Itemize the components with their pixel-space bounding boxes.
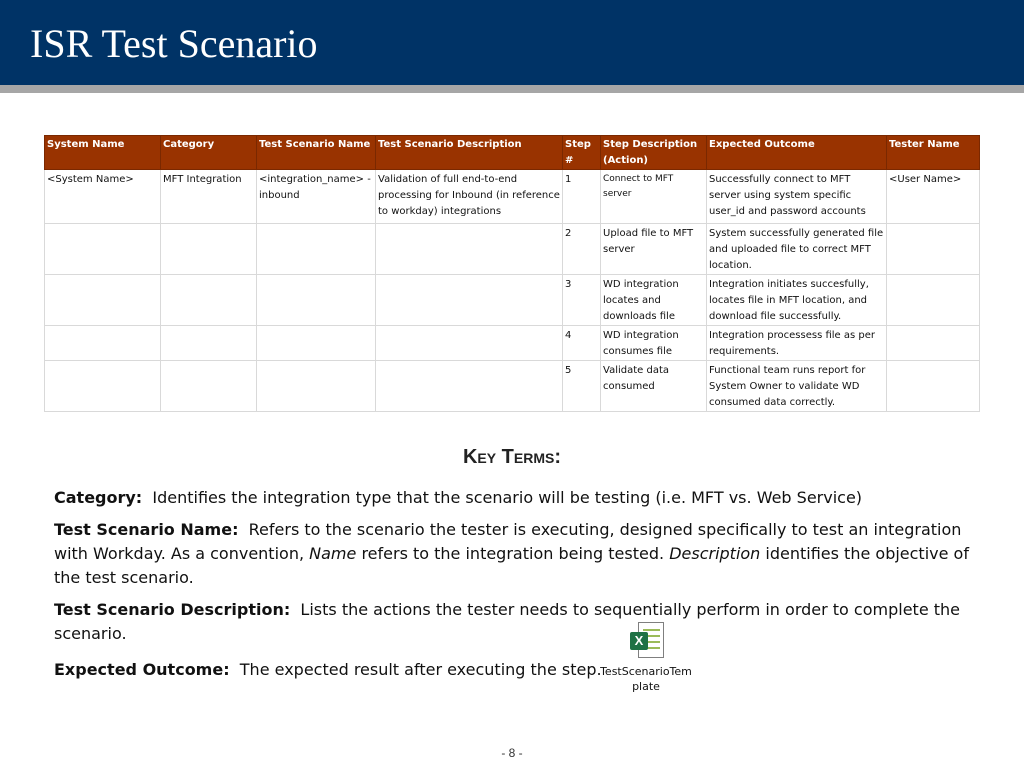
table-cell: <User Name>	[887, 170, 980, 224]
header-step-description: Step Description (Action)	[601, 136, 707, 170]
table-cell	[161, 361, 257, 412]
key-terms-heading: Key Terms:	[462, 446, 561, 468]
table-cell: WD integration consumes file	[601, 326, 707, 361]
term-definition: Refers to the scenario the tester is executing, designed specifically to test an integration with Workday. As a convention,	[54, 520, 962, 563]
table-cell: Successfully connect to MFT server using system specific user_id and password accounts	[707, 170, 887, 224]
table-cell	[45, 326, 161, 361]
table-cell	[161, 224, 257, 275]
term-emphasis: Name	[309, 544, 357, 563]
table-cell: <integration_name> - inbound	[257, 170, 376, 224]
table-cell: Connect to MFT server	[601, 170, 707, 224]
term-test-scenario-name	[54, 518, 974, 590]
table-row	[45, 361, 980, 412]
header-test-scenario-description: Test Scenario Description	[376, 136, 563, 170]
table-cell	[45, 275, 161, 326]
term-definition: Lists the actions the tester needs to sequentially perform in order to complete the scenario.	[54, 600, 961, 643]
table-row	[45, 326, 980, 361]
table-cell	[376, 361, 563, 412]
table-cell	[257, 224, 376, 275]
table-cell: 3	[563, 275, 601, 326]
table-cell	[45, 224, 161, 275]
table-row	[45, 224, 980, 275]
table-cell	[376, 275, 563, 326]
term-label: Category:	[54, 488, 143, 507]
table-cell: WD integration locates and downloads file	[601, 275, 707, 326]
term-label: Test Scenario Name:	[54, 520, 239, 539]
header-expected-outcome: Expected Outcome	[707, 136, 887, 170]
table-cell	[257, 326, 376, 361]
term-definition: refers to the integration being tested.	[361, 544, 665, 563]
table-cell: 4	[563, 326, 601, 361]
attachment-filename[interactable]: TestScenarioTemplate	[600, 665, 692, 693]
table-cell: Validate data consumed	[601, 361, 707, 412]
term-expected-outcome	[54, 658, 974, 682]
term-test-scenario-description	[54, 598, 974, 646]
term-label: Expected Outcome:	[54, 660, 230, 679]
table-row	[45, 170, 980, 224]
page-title: ISR Test Scenario	[30, 21, 318, 66]
table-cell	[887, 224, 980, 275]
table-cell: <System Name>	[45, 170, 161, 224]
table-cell	[161, 326, 257, 361]
table-cell	[887, 326, 980, 361]
table-cell	[376, 224, 563, 275]
term-emphasis: Description	[669, 544, 761, 563]
test-scenario-table	[44, 135, 980, 412]
table-cell: Integration initiates succesfully, locates file in MFT location, and download file successfully.	[707, 275, 887, 326]
table-cell: Upload file to MFT server	[601, 224, 707, 275]
table-cell	[45, 361, 161, 412]
table-cell: Validation of full end-to-end processing for Inbound (in reference to workday) integrations	[376, 170, 563, 224]
header-test-scenario-name: Test Scenario Name	[257, 136, 376, 170]
header-step-number: Step #	[563, 136, 601, 170]
table-cell: MFT Integration	[161, 170, 257, 224]
excel-badge: X	[630, 632, 648, 650]
table-row	[45, 275, 980, 326]
table-cell: 2	[563, 224, 601, 275]
key-terms-list	[54, 486, 974, 690]
table-cell: System successfully generated file and uploaded file to correct MFT location.	[707, 224, 887, 275]
title-divider	[0, 85, 1024, 93]
table-cell: 1	[563, 170, 601, 224]
excel-attachment[interactable]	[598, 622, 694, 694]
term-category	[54, 486, 974, 510]
table-cell	[887, 361, 980, 412]
header-category: Category	[161, 136, 257, 170]
table-cell: Integration processess file as per requirements.	[707, 326, 887, 361]
term-definition: The expected result after executing the step.	[239, 660, 602, 679]
table-cell	[257, 275, 376, 326]
table-cell	[887, 275, 980, 326]
table-cell: Functional team runs report for System Owner to validate WD consumed data correctly.	[707, 361, 887, 412]
table-cell	[161, 275, 257, 326]
header-tester-name: Tester Name	[887, 136, 980, 170]
table-header-row	[45, 136, 980, 170]
header-system-name: System Name	[45, 136, 161, 170]
excel-file-icon[interactable]	[630, 622, 662, 658]
title-bar	[0, 0, 1024, 85]
table-cell: 5	[563, 361, 601, 412]
term-definition: identifies the objective of the test scenario.	[54, 544, 969, 587]
table-cell	[257, 361, 376, 412]
term-label: Test Scenario Description:	[54, 600, 291, 619]
table-cell	[376, 326, 563, 361]
page-number: - 8 -	[501, 746, 523, 760]
term-definition: Identifies the integration type that the scenario will be testing (i.e. MFT vs. Web Service)	[152, 488, 863, 507]
